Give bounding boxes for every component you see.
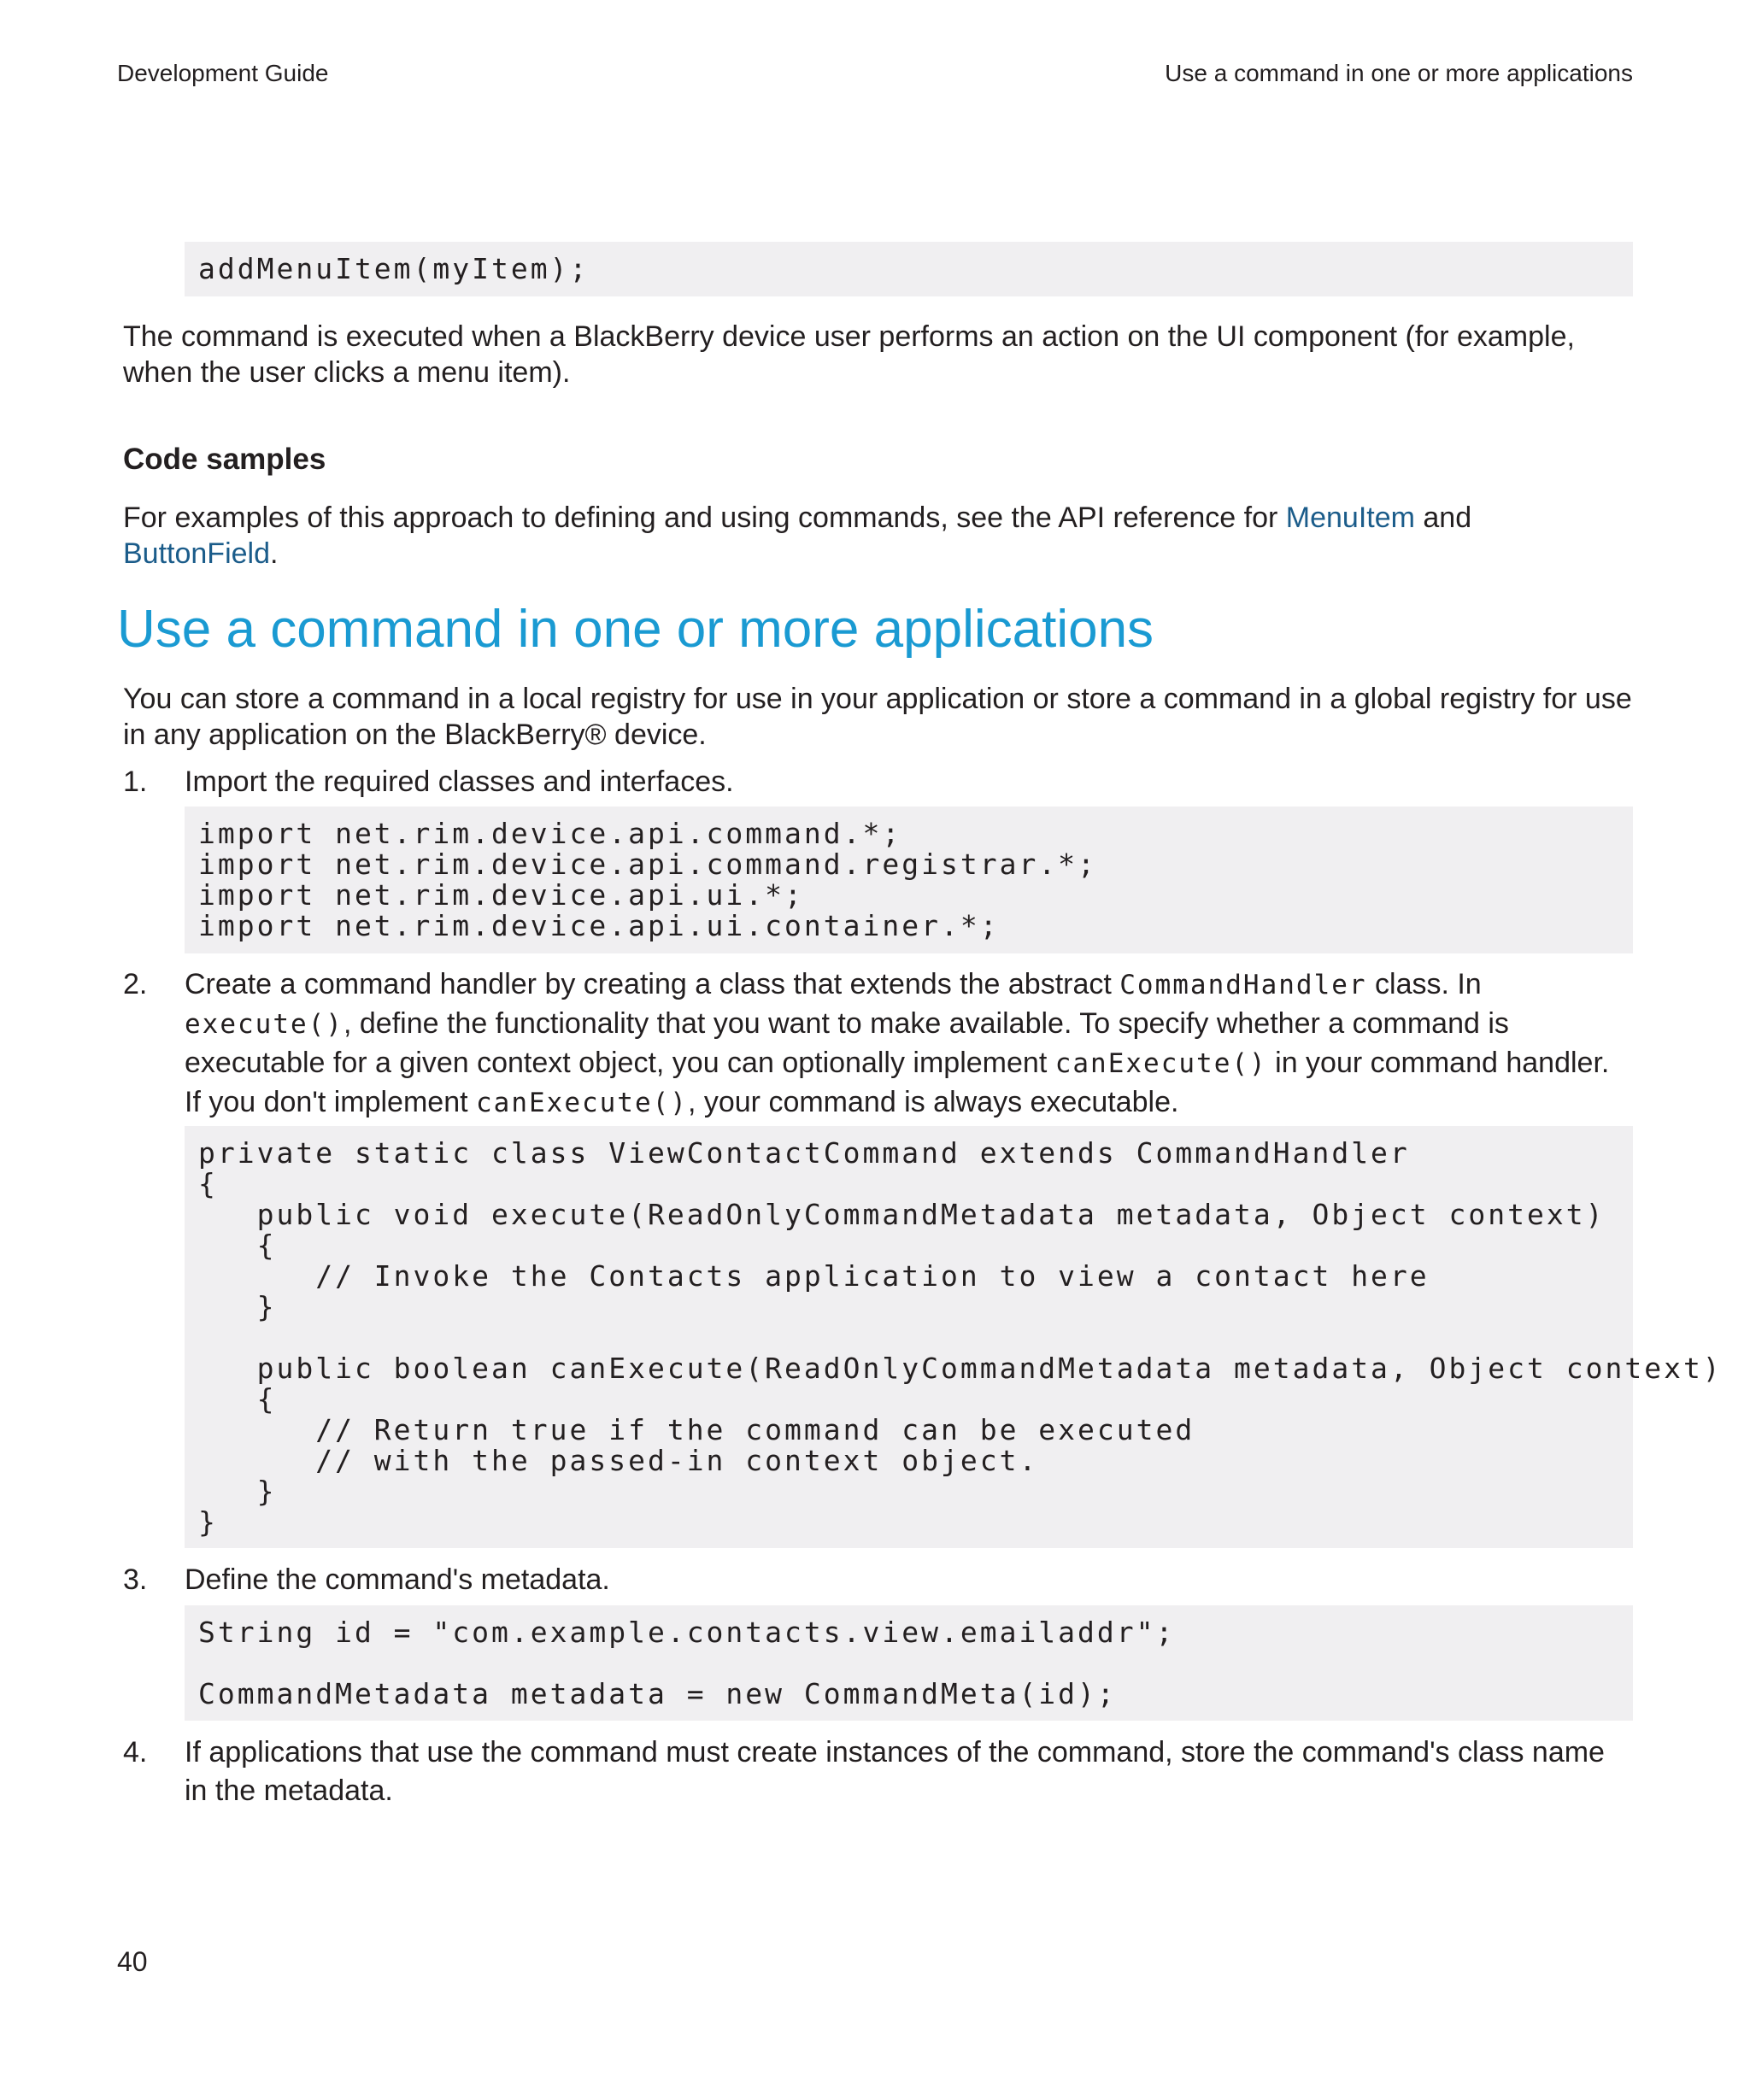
inline-code-canexecute: canExecute() <box>1054 1048 1267 1079</box>
inline-code-execute: execute() <box>185 1009 344 1040</box>
intro-paragraph: The command is executed when a BlackBerry device user performs an action on the UI component (for example, when the user clicks a menu item). <box>123 320 1575 389</box>
code-samples-text-after: . <box>270 537 279 570</box>
step-4-number: 4. <box>123 1736 148 1769</box>
header-section-title: Use a command in one or more applications <box>1165 60 1633 86</box>
code-samples-text-between: and <box>1414 502 1472 534</box>
step-3-number: 3. <box>123 1563 148 1596</box>
code-samples-paragraph <box>123 500 1633 572</box>
code-samples-text-before: For examples of this approach to defining and using commands, see the API reference for <box>123 502 1286 534</box>
inline-code-canexecute: canExecute() <box>476 1088 688 1118</box>
section-intro-paragraph: You can store a command in a local registry for use in your application or store a command in a global registry for use in any application on the BlackBerry® device. <box>123 683 1632 751</box>
step-2-text-part: Create a command handler by creating a class that extends the abstract <box>185 968 1120 1000</box>
step-1-text: Import the required classes and interfaces. <box>185 766 734 798</box>
code-samples-heading: Code samples <box>123 443 326 476</box>
menuitem-link[interactable]: MenuItem <box>1285 502 1415 534</box>
code-block-add-menu-item: addMenuItem(myItem); <box>185 242 1633 296</box>
code-block-metadata: String id = "com.example.contacts.view.emailaddr"; CommandMetadata metadata = new CommandMeta(id); <box>185 1605 1633 1721</box>
step-2-text-part: class. In <box>1366 968 1482 1000</box>
header-guide-title: Development Guide <box>117 60 329 86</box>
step-2-number: 2. <box>123 968 148 1000</box>
step-2-text-part: , your command is always executable. <box>687 1086 1179 1118</box>
section-title: Use a command in one or more applications <box>117 600 1154 659</box>
running-header <box>117 60 1633 87</box>
step-1-number: 1. <box>123 766 148 798</box>
buttonfield-link[interactable]: ButtonField <box>123 537 270 570</box>
inline-code-commandhandler: CommandHandler <box>1119 970 1367 1000</box>
code-block-imports: import net.rim.device.api.command.*; import net.rim.device.api.command.registrar.*; import net.rim.device.api.ui.*; import net.rim.device.api.ui.container.*; <box>185 807 1633 953</box>
code-block-command-handler: private static class ViewContactCommand extends CommandHandler { public void execute(ReadOnlyCommandMetadata metadata, Object context) { // Invoke the Contacts application to view a contact here } public boolean canExecute(ReadOnlyCommandMetadata metadata, Object context) { // Return true if the command can be executed // with the passed-in context object. } } <box>185 1126 1633 1548</box>
step-2-text <box>185 965 1633 1123</box>
step-3-text: Define the command's metadata. <box>185 1563 610 1596</box>
step-2-text-part: , define the functionality that you want to make available. To specify whether a command is executable for a given context object, you can optionally implement <box>185 1007 1509 1079</box>
step-4-text: If applications that use the command must create instances of the command, store the command's class name in the metadata. <box>185 1736 1605 1807</box>
step-2-text-part: in your command handler. If you don't implement <box>185 1047 1610 1118</box>
page-number: 40 <box>117 1946 148 1977</box>
